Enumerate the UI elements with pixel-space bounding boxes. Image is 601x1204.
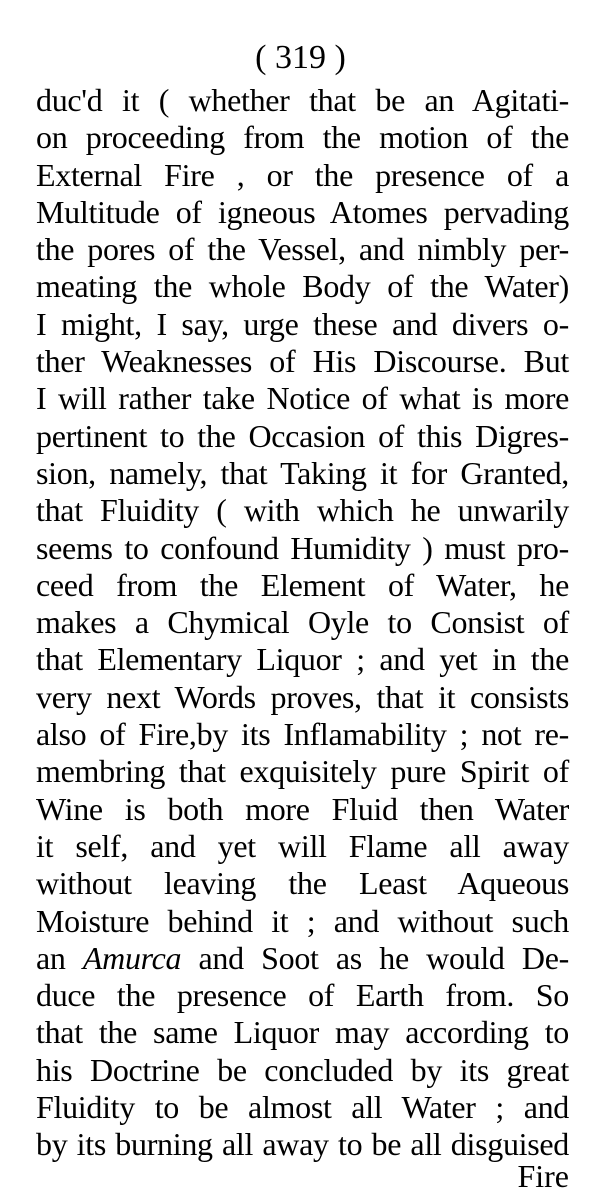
text-line: pertinent to the Occasion of this Digres- [36,417,569,454]
text-line: ther Weaknesses of His Discourse. But [36,343,569,380]
text-line: Moisture behind it ; and without such [36,902,569,939]
text-line: it self, and yet will Flame all away [36,827,569,864]
text-line: that the same Liquor may according to [36,1014,569,1051]
text-line: I will rather take Notice of what is more [36,380,569,417]
text-line: very next Words proves, that it consists [36,678,569,715]
text-line: I might, I say, urge these and divers o- [36,305,569,342]
text-line: without leaving the Least Aqueous [36,865,569,902]
text-line: the pores of the Vessel, and nimbly per- [36,231,569,268]
text-line: that Fluidity ( with which he unwarily [36,492,569,529]
text-line: membring that exquisitely pure Spirit of [36,753,569,790]
text-line: also of Fire,by its Inflamability ; not re- [36,716,569,753]
text-line: that Elementary Liquor ; and yet in the [36,641,569,678]
text-line: Wine is both more Fluid then Water [36,790,569,827]
text-line: sion, namely, that Taking it for Granted, [36,454,569,491]
text-line-with-italic [36,940,569,977]
text-line: seems to confound Humidity ) must pro- [36,529,569,566]
text-line: duc'd it ( whether that be an Agitati- [36,82,569,118]
text-line: duce the presence of Earth from. So [36,977,569,1014]
body-text [36,82,569,1164]
text-line: by its burning all away to be all disguised [36,1126,569,1163]
catchword: Fire [517,1158,569,1194]
text-line: his Doctrine be concluded by its great [36,1051,569,1088]
page-number: ( 319 ) [255,39,346,76]
text-segment: an [36,939,83,976]
text-line: External Fire , or the presence of a [36,156,569,193]
text-line: Multitude of igneous Atomes pervading [36,193,569,230]
text-line: on proceeding from the motion of the [36,119,569,156]
text-line: makes a Chymical Oyle to Consist of [36,604,569,641]
text-line: Fluidity to be almost all Water ; and [36,1089,569,1126]
text-segment: and Soot as he would De- [181,939,569,976]
italic-word: Amurca [82,939,182,976]
text-line: ceed from the Element of Water, he [36,566,569,603]
text-line: meating the whole Body of the Water) [36,268,569,305]
